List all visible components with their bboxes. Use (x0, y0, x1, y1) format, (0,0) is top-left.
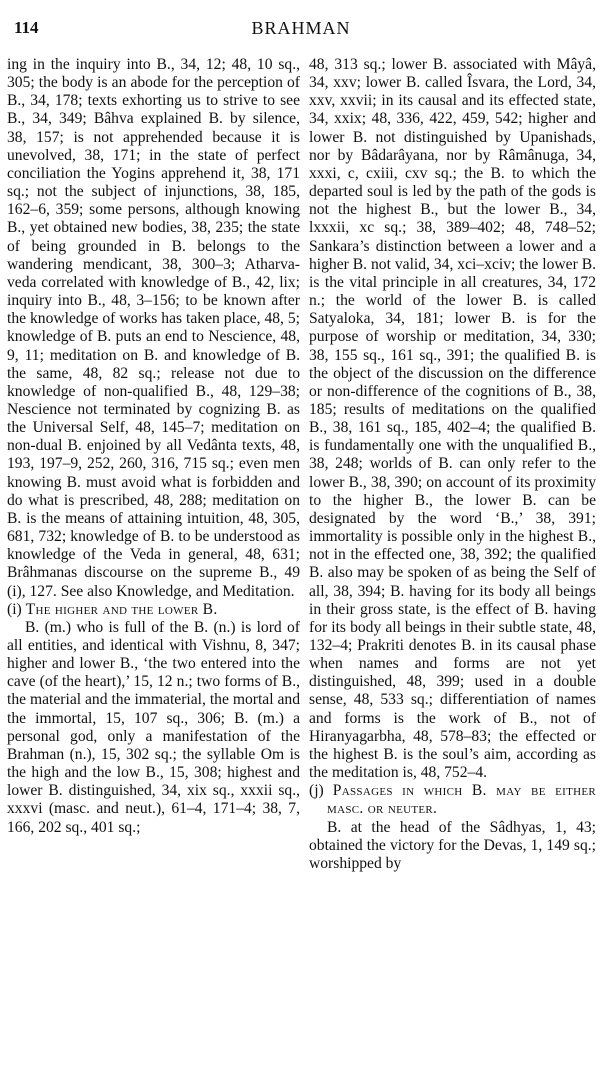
section-heading-i (7, 601, 300, 619)
page-number: 114 (14, 18, 39, 37)
index-entry-continuation: 48, 313 sq.; lower B. associated with Mâyâ, 34, xxv; lower B. called Îsvara, the Lord, 34, xxv, xxvii; in its causal and its effected state, 34, xxix; 48, 336, 422, 459, 542; higher and lower B. not distinguished by Upanishads, nor by Bâdarâyana, nor by Râmânuga, 34, xxxi, c, cxiii, cxv sq.; the B. to which the departed soul is led by the path of the gods is not the highest B., but the lower B., 34, lxxxii, xc sq.; 38, 389–402; 48, 748–52; Sankara’s distinction between a lower and a higher B. not valid, 34, xci–xciv; the lower B. is the vital principle in all creatures, 34, 172 n.; the world of the lower B. is called Satyaloka, 34, 181; lower B. is for the purpose of worship or meditation, 34, 330; 38, 155 sq., 161 sq., 391; the qualified B. is the object of the discussion on the difference or non-difference of the cognitions of B., 38, 185; results of meditations on the qualified B., 38, 161 sq., 185, 402–4; the qualified B. is fundamentally one with the unqualified B., 38, 248; worlds of B. can only refer to the lower B., 38, 390; on account of its proximity to the higher B., the lower B. can be designated by the word ‘B.,’ 38, 391; immortality is possible only in the highest B., not in the effected one, 38, 392; the qualified B. also may be spoken of as being the Self of all, 38, 394; B. having for its body all beings in their gross state, is the effect of B. having for its body all beings in their subtle state, 48, 132–4; Prakriti denotes B. in its causal phase when names and forms are not yet distinguished, 48, 399; used in a double sense, 48, 533 sq.; differentiation of names and forms is the work of B., not of Hiranyagarbha, 48, 578–83; the effected or the highest B. is the soul’s aim, according as the meditation is, 48, 752–4. (309, 56, 596, 782)
index-entry: B. at the head of the Sâdhyas, 1, 43; obtained the victory for the Devas, 1, 149 sq.; worshipped by (309, 818, 596, 872)
section-heading-j (309, 782, 596, 818)
page-header (14, 18, 588, 42)
left-column (7, 56, 300, 837)
right-column (309, 56, 596, 873)
section-marker: (i) (7, 600, 22, 618)
index-entry: B. (m.) who is full of the B. (n.) is lord of all entities, and identical with Vishnu, 8, 347; higher and lower B., ‘the two entered into the cave (of the heart),’ 15, 12 n.; two forms of B., the material and the immaterial, the mortal and the immortal, 15, 107 sq., 306; B. (m.) a personal god, only a manifestation of the Brahman (n.), 15, 302 sq.; the syllable Om is the high and the low B., 15, 308; highest and lower B. distinguished, 34, xix sq., xxxii sq., xxxvi (masc. and neut.), 61–4, 171–4; 38, 7, 166, 202 sq., 401 sq.; (7, 618, 300, 836)
section-title: Passages in which B. may be either masc. or neuter. (327, 782, 596, 818)
running-head: BRAHMAN (251, 18, 351, 38)
section-title: The higher and the lower B. (25, 600, 218, 618)
section-marker: (j) (309, 782, 324, 800)
index-entry-continuation: ing in the inquiry into B., 34, 12; 48, 10 sq., 305; the body is an abode for the perception of B., 34, 178; texts exhorting us to strive to see B., 34, 349; Bâhva explained B. by silence, 38, 157; is not apprehended because it is unevolved, 38, 171; in the state of perfect conciliation the Yogins apprehend it, 38, 171 sq.; not the subject of injunctions, 38, 185, 162–6, 359; some persons, although knowing B., yet obtained new bodies, 38, 235; the state of being grounded in B. belongs to the wandering mendicant, 38, 300–3; Atharva-veda correlated with knowledge of B., 42, lix; inquiry into B., 48, 3–156; to be known after the knowledge of works has taken place, 48, 5; knowledge of B. puts an end to Nescience, 48, 9, 11; meditation on B. and knowledge of B. the same, 48, 82 sq.; release not due to knowledge of non-qualified B., 48, 129–38; Nescience not terminated by cognizing B. as the Universal Self, 48, 145–7; meditation on non-dual B. enjoined by all Vedânta texts, 48, 193, 197–9, 252, 260, 316, 715 sq.; even men knowing B. must avoid what is forbidden and do what is prescribed, 48, 288; meditation on B. is the means of attaining intuition, 48, 305, 681, 732; knowledge of B. to be understood as knowledge of the Veda in general, 48, 631; Brâhmanas discourse on the supreme B., 49 (i), 127. See also Knowledge, and Meditation. (7, 56, 300, 600)
